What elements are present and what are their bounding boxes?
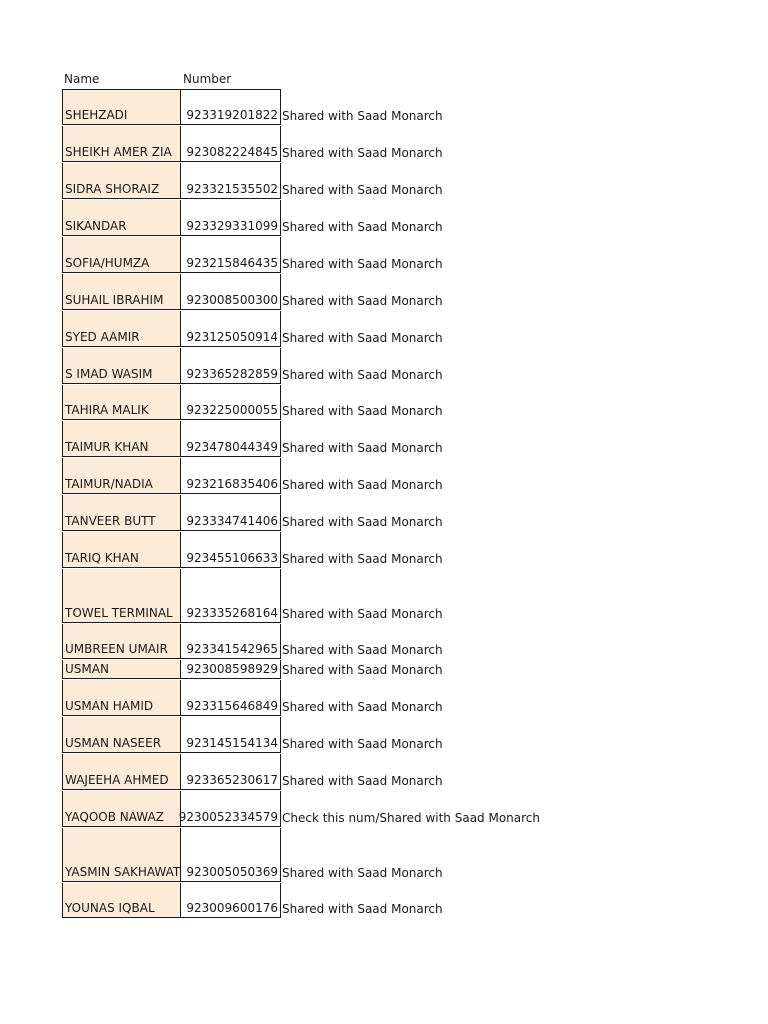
contact-name: SHEHZADI: [65, 108, 128, 122]
contact-name: SUHAIL IBRAHIM: [65, 293, 164, 307]
contact-number: 923329331099: [186, 219, 278, 233]
table-row: [0, 200, 768, 236]
name-cell[interactable]: [62, 660, 181, 679]
table-row: [0, 791, 768, 827]
number-cell[interactable]: [181, 89, 281, 125]
number-cell[interactable]: [181, 348, 281, 384]
contact-note[interactable]: Shared with Saad Monarch: [282, 737, 443, 751]
contact-note[interactable]: Shared with Saad Monarch: [282, 643, 443, 657]
contact-number: 923225000055: [186, 403, 278, 417]
contact-note[interactable]: Check this num/Shared with Saad Monarch: [282, 811, 540, 825]
number-cell[interactable]: [181, 126, 281, 162]
table-row: [0, 311, 768, 347]
contact-number: 923341542965: [186, 642, 278, 656]
number-cell[interactable]: [181, 385, 281, 420]
contact-note[interactable]: Shared with Saad Monarch: [282, 774, 443, 788]
name-cell[interactable]: [62, 791, 181, 827]
number-cell[interactable]: [181, 717, 281, 753]
contact-note[interactable]: Shared with Saad Monarch: [282, 109, 443, 123]
name-cell[interactable]: [62, 163, 181, 199]
name-cell[interactable]: [62, 89, 181, 125]
number-cell[interactable]: [181, 495, 281, 531]
name-cell[interactable]: [62, 883, 181, 918]
table-row: [0, 569, 768, 623]
number-cell[interactable]: [181, 754, 281, 790]
contact-number: 923365282859: [186, 367, 278, 381]
contact-number: 923082224845: [186, 145, 278, 159]
name-cell[interactable]: [62, 200, 181, 236]
name-cell[interactable]: [62, 311, 181, 347]
column-header-name: Name: [64, 72, 100, 86]
table-row: [0, 385, 768, 420]
name-cell[interactable]: [62, 828, 181, 882]
table-row: [0, 237, 768, 273]
name-cell[interactable]: [62, 237, 181, 273]
contact-name: USMAN HAMID: [65, 699, 154, 713]
contact-note[interactable]: Shared with Saad Monarch: [282, 478, 443, 492]
contact-number: 923319201822: [186, 108, 278, 122]
number-cell[interactable]: [181, 311, 281, 347]
number-cell[interactable]: [181, 458, 281, 494]
table-row: [0, 348, 768, 384]
name-cell[interactable]: [62, 458, 181, 494]
table-row: [0, 660, 768, 679]
contact-number: 923365230617: [186, 773, 278, 787]
contact-name: SIKANDAR: [65, 219, 127, 233]
number-cell[interactable]: [181, 680, 281, 716]
contact-note[interactable]: Shared with Saad Monarch: [282, 515, 443, 529]
contact-name: SOFIA/HUMZA: [65, 256, 150, 270]
contact-number: 923005050369: [186, 865, 278, 879]
number-cell[interactable]: [181, 274, 281, 310]
table-row: [0, 458, 768, 494]
contact-name: UMBREEN UMAIR: [65, 642, 168, 656]
number-cell[interactable]: [181, 421, 281, 457]
name-cell[interactable]: [62, 569, 181, 623]
contact-name: S IMAD WASIM: [65, 367, 153, 381]
contact-name: TAIMUR/NADIA: [65, 477, 153, 491]
contact-number: 923009600176: [186, 901, 278, 915]
name-cell[interactable]: [62, 680, 181, 716]
number-cell[interactable]: [181, 237, 281, 273]
contact-name: TARIQ KHAN: [65, 551, 139, 565]
contact-number: 923455106633: [186, 551, 278, 565]
name-cell[interactable]: [62, 421, 181, 457]
contact-note[interactable]: Shared with Saad Monarch: [282, 441, 443, 455]
contact-note[interactable]: Shared with Saad Monarch: [282, 331, 443, 345]
contact-name: USMAN NASEER: [65, 736, 162, 750]
table-row: [0, 163, 768, 199]
table-row: [0, 680, 768, 716]
contact-name: USMAN: [65, 662, 109, 676]
contact-note[interactable]: Shared with Saad Monarch: [282, 146, 443, 160]
name-cell[interactable]: [62, 348, 181, 384]
contact-note[interactable]: Shared with Saad Monarch: [282, 902, 443, 916]
contact-number: 9230052334579: [178, 810, 278, 824]
contact-note[interactable]: Shared with Saad Monarch: [282, 257, 443, 271]
number-cell[interactable]: [178, 791, 281, 827]
number-cell[interactable]: [181, 163, 281, 199]
table-row: [0, 754, 768, 790]
contact-name: TAIMUR KHAN: [65, 440, 149, 454]
contact-name: YASMIN SAKHAWAT: [65, 865, 181, 879]
contact-note[interactable]: Shared with Saad Monarch: [282, 552, 443, 566]
name-cell[interactable]: [62, 274, 181, 310]
number-cell[interactable]: [181, 624, 281, 659]
contact-note[interactable]: Shared with Saad Monarch: [282, 866, 443, 880]
name-cell[interactable]: [62, 126, 181, 162]
table-row: [0, 828, 768, 882]
contact-number: 923315646849: [186, 699, 278, 713]
table-row: [0, 274, 768, 310]
contact-number: 923215846435: [186, 256, 278, 270]
contact-name: WAJEEHA AHMED: [65, 773, 169, 787]
name-cell[interactable]: [62, 495, 181, 531]
contact-note[interactable]: Shared with Saad Monarch: [282, 663, 443, 677]
contact-note[interactable]: Shared with Saad Monarch: [282, 404, 443, 418]
contact-note[interactable]: Shared with Saad Monarch: [282, 183, 443, 197]
contact-note[interactable]: Shared with Saad Monarch: [282, 294, 443, 308]
contact-number: 923216835406: [186, 477, 278, 491]
name-cell[interactable]: [62, 624, 181, 659]
number-cell[interactable]: [181, 200, 281, 236]
table-row: [0, 495, 768, 531]
contact-name: SHEIKH AMER ZIA: [65, 145, 172, 159]
name-cell[interactable]: [62, 717, 181, 753]
number-cell[interactable]: [181, 660, 281, 679]
contact-name: SYED AAMIR: [65, 330, 140, 344]
contact-number: 923008598929: [186, 662, 278, 676]
number-cell[interactable]: [181, 569, 281, 623]
table-row: [0, 717, 768, 753]
contact-name: TAHIRA MALIK: [65, 403, 149, 417]
table-row: [0, 624, 768, 659]
contact-name: YOUNAS IQBAL: [65, 901, 155, 915]
contact-note[interactable]: Shared with Saad Monarch: [282, 220, 443, 234]
contact-number: 923478044349: [186, 440, 278, 454]
contact-number: 923335268164: [186, 606, 278, 620]
number-cell[interactable]: [181, 883, 281, 918]
contact-note[interactable]: Shared with Saad Monarch: [282, 368, 443, 382]
column-header-number: Number: [183, 72, 232, 86]
contact-number: 923125050914: [186, 330, 278, 344]
contact-note[interactable]: Shared with Saad Monarch: [282, 607, 443, 621]
contact-number: 923145154134: [186, 736, 278, 750]
number-cell[interactable]: [181, 532, 281, 568]
contact-number: 923334741406: [186, 514, 278, 528]
contact-name: TOWEL TERMINAL: [65, 606, 173, 620]
contact-number: 923321535502: [186, 182, 278, 196]
contact-number: 923008500300: [186, 293, 278, 307]
contact-note[interactable]: Shared with Saad Monarch: [282, 700, 443, 714]
number-cell[interactable]: [181, 828, 281, 882]
table-row: [0, 126, 768, 162]
contact-name: SIDRA SHORAIZ: [65, 182, 160, 196]
name-cell[interactable]: [62, 385, 181, 420]
name-cell[interactable]: [62, 532, 181, 568]
table-row: [0, 883, 768, 918]
contact-name: YAQOOB NAWAZ: [65, 810, 164, 824]
table-row: [0, 532, 768, 568]
table-row: [0, 421, 768, 457]
contact-name: TANVEER BUTT: [65, 514, 156, 528]
table-row: [0, 89, 768, 125]
name-cell[interactable]: [62, 754, 181, 790]
